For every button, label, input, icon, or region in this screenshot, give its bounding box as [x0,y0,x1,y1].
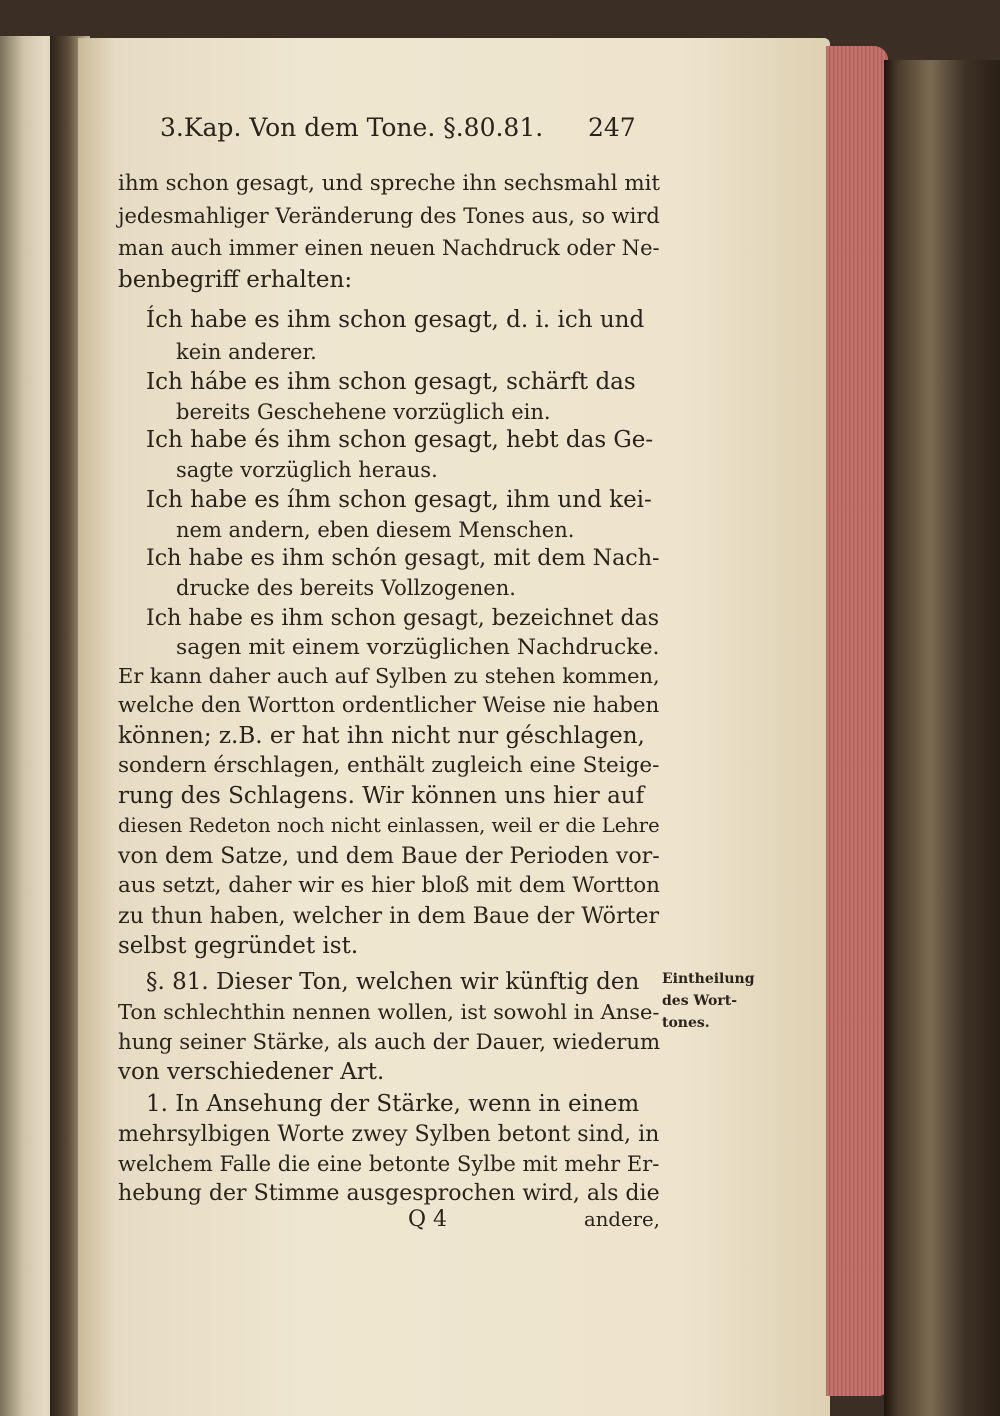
text-line: ihm schon gesagt, und spreche ihn sechsmahl mit [118,171,661,196]
example-continuation: nem andern, eben diesem Menschen. [176,518,575,542]
section-81-start: §. 81. Dieser Ton, welchen wir künftig den [146,969,640,995]
margin-note-line: tones. [662,1015,710,1031]
numbered-point: 1. In Ansehung der Stärke, wenn in einem [146,1091,640,1117]
text-line: mehrsylbigen Worte zwey Sylben betont sind, in [118,1121,660,1147]
example-line: Ích habe es ihm schon gesagt, d. i. ich und [146,307,645,333]
margin-note-line: Eintheilung [662,971,755,987]
example-line: Ich hábe es ihm schon gesagt, schärft das [146,369,636,395]
text-line: welche den Wortton ordentlicher Weise nie haben [118,693,660,718]
example-continuation: kein anderer. [176,340,317,364]
example-line: Ich habe es ihm schon gesagt, bezeichnet das [146,605,660,631]
example-continuation: bereits Geschehene vorzüglich ein. [176,400,551,424]
margin-note-line: des Wort- [662,993,738,1009]
text-line: können; z.B. er hat ihn nicht nur géschlagen, [118,723,645,749]
book-cover [884,60,1000,1416]
text-line: welchem Falle die eine betonte Sylbe mit mehr Er- [118,1151,660,1176]
page-edges-red [826,46,888,1396]
example-continuation: sagen mit einem vorzüglichen Nachdrucke. [176,635,660,660]
text-line: jedesmahliger Veränderung des Tones aus, so wird [118,204,660,228]
example-continuation: drucke des bereits Vollzogenen. [176,576,516,600]
text-line: rung des Schlagens. Wir können uns hier auf [118,783,645,809]
text-line: hung seiner Stärke, als auch der Dauer, wiederum [118,1029,661,1054]
text-line: hebung der Stimme ausgesprochen wird, als die [118,1181,660,1206]
example-line: Ich habe es íhm schon gesagt, ihm und kei- [146,487,652,513]
signature-mark: Q 4 [408,1207,448,1232]
text-line: Er kann daher auch auf Sylben zu stehen kommen, [118,664,660,688]
example-line: Ich habe es ihm schón gesagt, mit dem Nach- [146,545,660,571]
running-head: 3.Kap. Von dem Tone. §.80.81. [160,113,544,142]
text-line: zu thun haben, welcher in dem Baue der Wörter [118,903,660,929]
text-line: man auch immer einen neuen Nachdruck oder Ne- [118,235,660,260]
catchword: andere, [584,1208,660,1231]
text-line: aus setzt, daher wir es hier bloß mit dem Wortton [118,873,660,898]
text-line: von verschiedener Art. [118,1059,385,1085]
page-number: 247 [588,113,636,142]
text-line: sondern érschlagen, enthält zugleich eine Steige- [118,753,660,778]
text-line: benbegriff erhalten: [118,267,353,293]
example-continuation: sagte vorzüglich heraus. [176,458,438,482]
text-line: diesen Redeton noch nicht einlassen, weil er die Lehre [118,814,660,837]
example-line: Ich habe és ihm schon gesagt, hebt das Ge- [146,427,654,453]
text-line: selbst gegründet ist. [118,933,359,959]
text-line: von dem Satze, und dem Baue der Perioden vor- [118,843,660,869]
text-line: Ton schlechthin nennen wollen, ist sowohl in Anse- [118,1000,660,1024]
